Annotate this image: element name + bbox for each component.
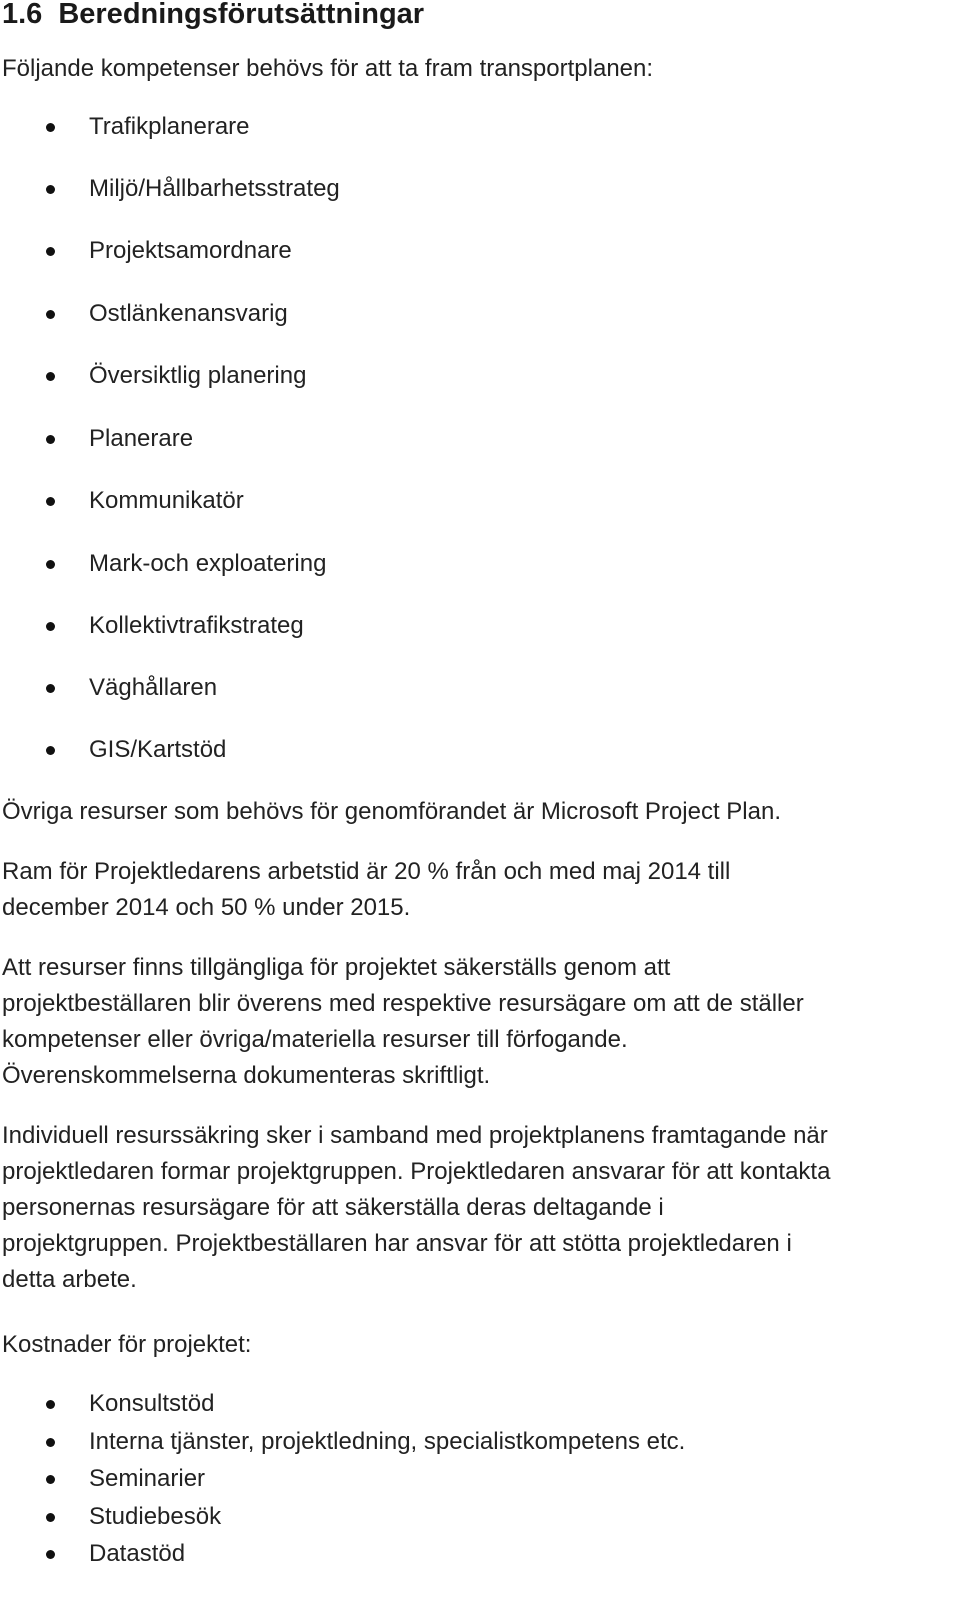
costs-intro-text: Kostnader för projektet: [2, 1331, 252, 1358]
section-number: 1.6 [2, 0, 43, 30]
bullet-icon [46, 1475, 55, 1484]
list-item-label: Seminarier [89, 1465, 206, 1492]
bullet-icon [46, 435, 55, 444]
individual-line-2: projektledaren formar projektgruppen. Projektledaren ansvarar för att kontakta [2, 1158, 831, 1185]
list-item-label: Ostlänkenansvarig [89, 300, 288, 327]
section-title: Beredningsförutsättningar [58, 0, 425, 30]
individual-line-4: projektgruppen. Projektbeställaren har ansvar för att stötta projektledaren i [2, 1230, 792, 1257]
list-item-label: Studiebesök [89, 1503, 222, 1530]
bullet-icon [46, 247, 55, 256]
resource-guarantee-line-3: kompetenser eller övriga/materiella resurser till förfogande. [2, 1026, 628, 1053]
resource-guarantee-line-4: Överenskommelserna dokumenteras skriftligt. [2, 1062, 491, 1089]
bullet-icon [46, 372, 55, 381]
other-resources-text: Övriga resurser som behövs för genomförandet är Microsoft Project Plan. [2, 798, 781, 825]
time-frame-line-1: Ram för Projektledarens arbetstid är 20 % från och med maj 2014 till [2, 858, 731, 885]
individual-line-5: detta arbete. [2, 1266, 137, 1293]
bullet-icon [46, 1513, 55, 1522]
resource-guarantee-line-1: Att resurser finns tillgängliga för projektet säkerställs genom att [2, 954, 671, 981]
list-item-label: Väghållaren [89, 674, 218, 701]
list-item-label: Interna tjänster, projektledning, specialistkompetens etc. [89, 1428, 686, 1455]
bullet-icon [46, 622, 55, 631]
bullet-icon [46, 185, 55, 194]
individual-line-3: personernas resursägare för att säkerställa deras deltagande i [2, 1194, 664, 1221]
bullet-icon [46, 497, 55, 506]
list-item-label: Kommunikatör [89, 487, 244, 514]
list-item-label: Översiktlig planering [89, 362, 307, 389]
list-item-label: Miljö/Hållbarhetsstrateg [89, 175, 340, 202]
time-frame-line-2: december 2014 och 50 % under 2015. [2, 894, 411, 921]
list-item-label: Planerare [89, 425, 194, 452]
bullet-icon [46, 746, 55, 755]
list-item-label: Mark-och exploatering [89, 550, 327, 577]
bullet-icon [46, 1550, 55, 1559]
section-heading [2, 0, 424, 32]
bullet-icon [46, 123, 55, 132]
list-item-label: Trafikplanerare [89, 113, 250, 140]
list-item-label: Datastöd [89, 1540, 186, 1567]
list-item-label: Kollektivtrafikstrateg [89, 612, 304, 639]
bullet-icon [46, 560, 55, 569]
individual-line-1: Individuell resurssäkring sker i samband med projektplanens framtagande när [2, 1122, 828, 1149]
resource-guarantee-line-2: projektbeställaren blir överens med respektive resursägare om att de ställer [2, 990, 804, 1017]
bullet-icon [46, 310, 55, 319]
bullet-icon [46, 684, 55, 693]
bullet-icon [46, 1400, 55, 1409]
bullet-icon [46, 1438, 55, 1447]
list-item-label: Konsultstöd [89, 1390, 215, 1417]
list-item-label: Projektsamordnare [89, 237, 292, 264]
list-item-label: GIS/Kartstöd [89, 736, 227, 763]
intro-text: Följande kompetenser behövs för att ta fram transportplanen: [2, 55, 654, 82]
